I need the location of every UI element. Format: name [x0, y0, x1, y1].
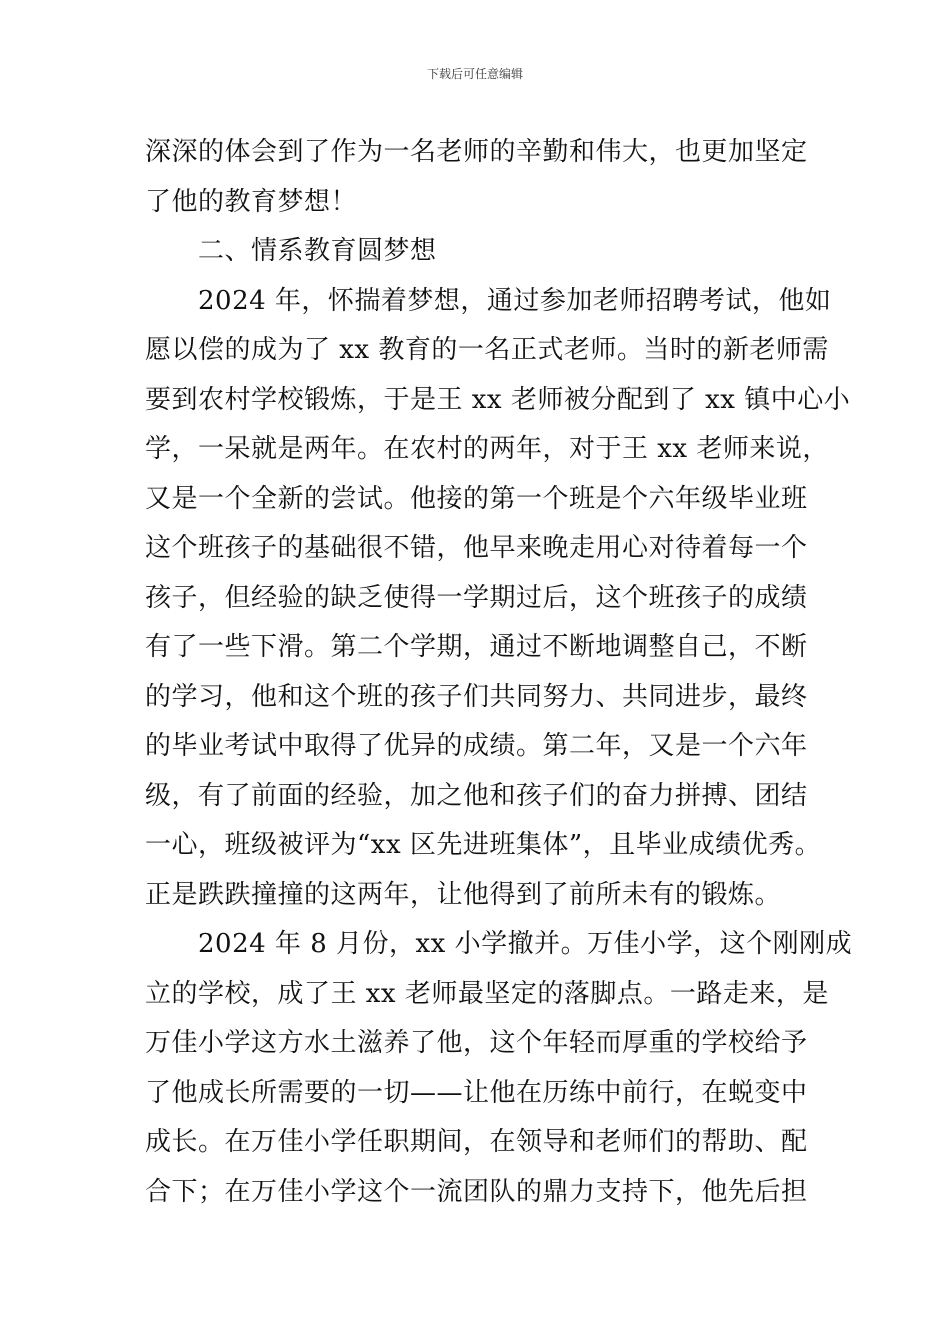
- text-line: 学，一呆就是两年。在农村的两年，对于王 xx 老师来说，: [145, 434, 829, 464]
- text-line: 的毕业考试中取得了优异的成绩。第二年，又是一个六年: [145, 731, 808, 761]
- text-line: 要到农村学校锻炼，于是王 xx 老师被分配到了 xx 镇中心小: [145, 384, 851, 415]
- text-line: 了他成长所需要的一切——让他在历练中前行，在蜕变中: [145, 1077, 808, 1108]
- text-line: 万佳小学这方水土滋养了他，这个年轻而厚重的学校给予: [145, 1028, 808, 1058]
- text-line: 了他的教育梦想！: [145, 186, 358, 217]
- text-line: 2024 年，怀揣着梦想，通过参加老师招聘考试，他如: [145, 285, 832, 316]
- document-body: [145, 128, 853, 1217]
- text-line: 级，有了前面的经验，加之他和孩子们的奋力拼搏、团结: [145, 780, 808, 811]
- text-line: 有了一些下滑。第二个学期，通过不断地调整自己，不断: [145, 632, 808, 662]
- text-line: 的学习，他和这个班的孩子们共同努力、共同进步，最终: [145, 681, 808, 712]
- page-header-note: 下载后可任意编辑: [426, 67, 523, 81]
- text-line: 合下；在万佳小学这个一流团队的鼎力支持下，他先后担: [145, 1176, 808, 1207]
- text-line: 一心，班级被评为“xx 区先进班集体”，且毕业成绩优秀。: [145, 830, 822, 860]
- text-line: 又是一个全新的尝试。他接的第一个班是个六年级毕业班: [145, 483, 808, 514]
- text-line: 深深的体会到了作为一名老师的辛勤和伟大，也更加坚定: [145, 137, 808, 167]
- text-line: 这个班孩子的基础很不错，他早来晚走用心对待着每一个: [145, 533, 808, 563]
- section-heading: 二、情系教育圆梦想: [145, 236, 437, 266]
- text-line: 立的学校，成了王 xx 老师最坚定的落脚点。一路走来，是: [145, 978, 829, 1009]
- text-line: 正是跌跌撞撞的这两年，让他得到了前所未有的锻炼。: [145, 879, 782, 910]
- text-line: 孩子，但经验的缺乏使得一学期过后，这个班孩子的成绩: [145, 582, 808, 613]
- text-line: 成长。在万佳小学任职期间，在领导和老师们的帮助、配: [145, 1127, 808, 1157]
- text-line: 2024 年 8 月份，xx 小学撤并。万佳小学，这个刚刚成: [145, 929, 853, 959]
- text-line: 愿以偿的成为了 xx 教育的一名正式老师。当时的新老师需: [145, 335, 829, 365]
